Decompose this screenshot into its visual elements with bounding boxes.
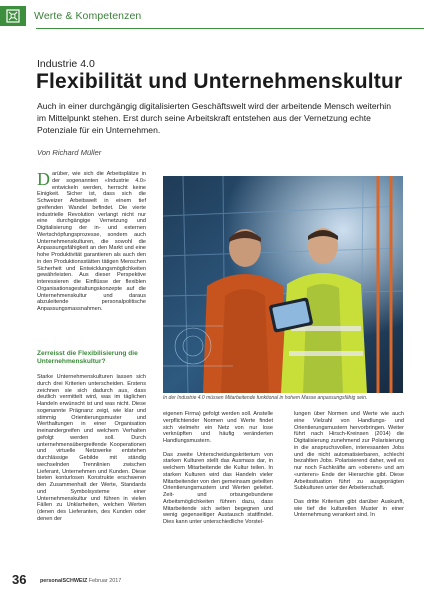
header-rule: [36, 28, 424, 29]
headline: Flexibilität und Unternehmenskultur: [36, 70, 403, 93]
body-column-2: eigenen Firma) gefolgt werden soll. Anstelle verpflichtender Normen und Werte findet sich vielmehr ein Netz von nur lose verknüpften und häufig veränderten Handlungsmustern. Das zweite Unterscheidungskriterium von starken Kulturen stellt das Ausmass dar, in welchem Mitarbeitende die Kultur teilen. In starken Kulturen wird das Handeln vieler Mitarbeitender von den gemeinsam geteilten Orientierungsmustern und Werten geleitet. Zeit- und ortsungebundene Arbeitsmöglichkeiten führen dazu, dass Mitarbeitende sich selten begegnen und wenig gegenseitiger Austausch stattfindet. Dies kann unter unterschiedliche Vorstel-: [163, 411, 273, 525]
body-column-3: lungen über Normen und Werte wie auch eine Vielzahl von Handlungs- und Orientierungsmustern hervorbringen. Weiter führt nach Hirsch-Kreinsen (2014) die Digitalisierung zunehmend zur Polarisierung in die anspruchsvollen, interessanten Jobs und die nicht automatisierbaren, schlecht bezahlten Jobs. Polarisierend daher, weil es nur noch Fachkräfte am «oberen» und am «unteren» Ende der Hierarchie gibt. Diese Arbeitssituation führt zu ausgeprägten Subkulturen unter der Arbeiterschaft. Das dritte Kriterium gibt darüber Auskunft, wie tief die kulturellen Muster in einer Unternehmung verankert sind. In: [294, 411, 404, 519]
body-column-1-continued: Starke Unternehmenskulturen lassen sich durch drei Kriterien unterscheiden. Erstens zeichnen sie sich dadurch aus, dass deutlich vermittelt wird, was im täglichen Handeln erwünscht ist und was nicht. Diese sogenannte Prägnanz zeigt, wie klar und stimmig Orientierungsmuster und Werthaltungen in einer Organisation ineinandergreifen und welchem Verhalten gefolgt werden soll. Durch unternehmensübergreifende Kooperationen und virtuelle Netzwerke entstehen durchlässige Gebilde mit ständig wechselnden Trennlinien zwischen Lieferant, Unternehmen und Kunden. Diese bieten konturlosen Konstrukte erschweren den Zusammenhalt der Werte, Standards und Symbolsysteme einer Unternehmenskultur und führen in vielen Fällen zu Unklarheiten, welchen Werten (denen des Lieferanten, des Kunden oder denen der: [37, 374, 146, 522]
lead-paragraph: Auch in einer durchgängig digitalisierten Geschäftswelt wird der arbeitende Mensch weiterhin im Mittelpunkt stehen. Erst durch seine Arbeitskraft entstehen aus der Vernetzung echte Potenziale für ein Unternehmen.: [37, 101, 391, 135]
section-header: [0, 6, 190, 26]
body-column-1: [37, 171, 146, 313]
publication-name: personalSCHWEIZ: [40, 578, 88, 584]
puzzle-icon: [0, 6, 26, 26]
byline: Von Richard Müller: [37, 148, 102, 157]
column-1-text: arüber, wie sich die Arbeitsplätze in der sogenannten «Industrie 4.0» entwickeln werden, herrscht keine Einigkeit. Sicher ist, dass sich die Schweizer Arbeitswelt in einem tief greifenden Wandel befindet. Die vierte industrielle Revolution verlangt nicht nur eine durchgängige Vernetzung und Digitalisierung der in- und externen Wertschöpfungsprozesse, sondern auch Unternehmenskulturen, die sowohl die Anpassungsfähigkeit an den Markt und eine hohe Produktivität garantieren als auch den in den Produktionsstätten tätigen Menschen Sicherheit und Entwicklungsmöglichkeiten gewährleisten. Aus dieser Perspektive interessieren die Einflüsse der flexiblen Organisationsgestaltungskonzepte auf die Unternehmenskultur und daraus abzuleitende personalpolitische Anpassungsmassnahmen.: [37, 171, 146, 312]
issue-date: Februar 2017: [88, 578, 122, 584]
drop-cap: D: [37, 169, 50, 189]
subheading: Zerreisst die Flexibilisierung die Unternehmenskultur?: [37, 350, 138, 365]
article-photo: [163, 176, 403, 393]
footer-publication: [40, 578, 121, 584]
section-label: Werte & Kompetenzen: [34, 10, 142, 22]
photo-caption: In der Industrie 4.0 müssen Mitarbeitende funktional in hohem Masse anpassungsfähig sein.: [163, 395, 368, 401]
kicker: Industrie 4.0: [37, 58, 95, 70]
page-number: 36: [12, 572, 27, 587]
